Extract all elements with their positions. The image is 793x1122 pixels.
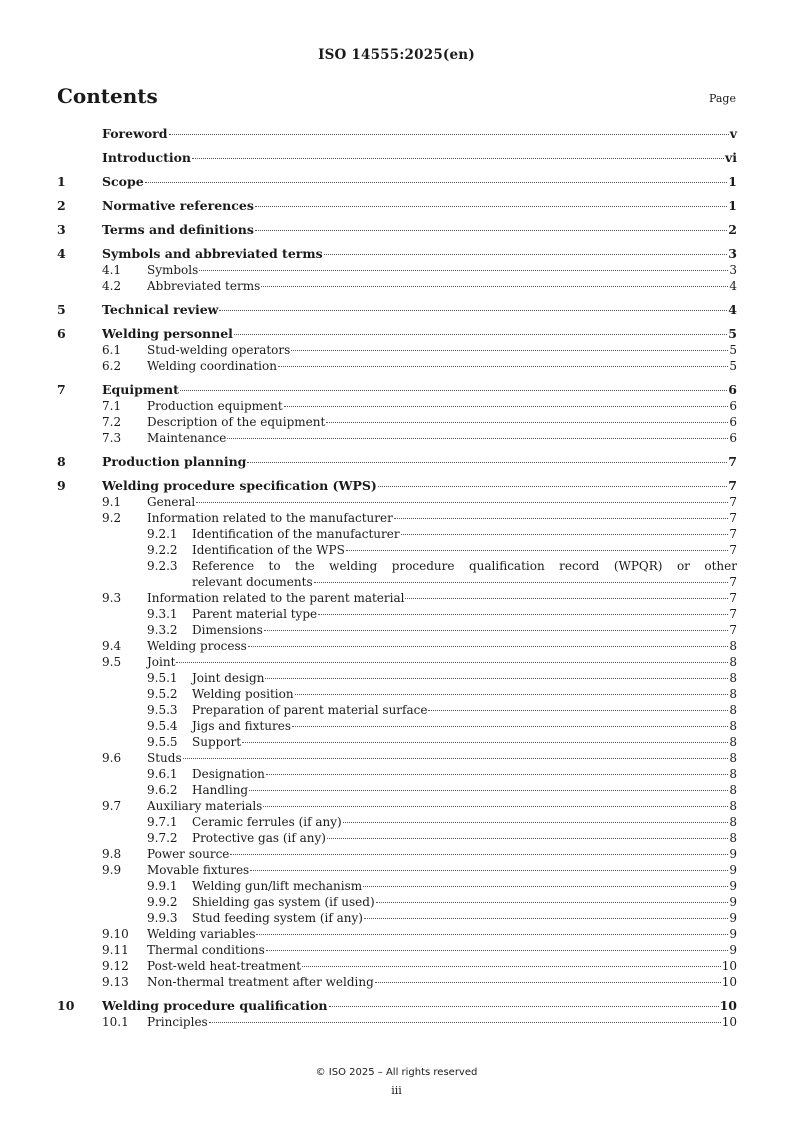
dot-leader bbox=[314, 582, 729, 583]
toc-entry-number: 9.10 bbox=[102, 927, 129, 941]
toc-entry-page: 5 bbox=[729, 343, 737, 357]
toc-entry-page: 6 bbox=[729, 415, 737, 429]
toc-clause-entry[interactable] bbox=[57, 222, 737, 238]
toc-entry-number: 9.5.3 bbox=[147, 703, 178, 717]
toc-entry-title: Production planning bbox=[102, 454, 247, 469]
toc-subclause-entry[interactable] bbox=[57, 622, 737, 638]
toc-subclause-entry[interactable] bbox=[57, 958, 737, 974]
toc-entry-title: Principles bbox=[147, 1015, 208, 1029]
toc-entry-title: Description of the equipment bbox=[147, 415, 326, 429]
toc-entry-page: 8 bbox=[729, 687, 737, 701]
toc-entry-number: 9.11 bbox=[102, 943, 129, 957]
copyright-footer: © ISO 2025 – All rights reserved bbox=[315, 1067, 478, 1078]
document-id-header: ISO 14555:2025(en) bbox=[318, 47, 475, 63]
toc-subclause-entry[interactable] bbox=[57, 654, 737, 670]
toc-entry-number: 9.6.1 bbox=[147, 767, 178, 781]
toc-clause-entry[interactable] bbox=[57, 198, 737, 214]
toc-entry-page: 7 bbox=[729, 527, 737, 541]
toc-entry-number: 7 bbox=[57, 382, 66, 397]
page-column-label: Page bbox=[708, 92, 736, 105]
toc-subclause-entry[interactable] bbox=[57, 1014, 737, 1030]
toc-entry-page: 1 bbox=[728, 174, 737, 189]
toc-entry-number: 9.2 bbox=[102, 511, 122, 525]
dot-leader bbox=[219, 310, 727, 311]
toc-entry-page: 7 bbox=[728, 454, 737, 469]
toc-subclause-entry[interactable] bbox=[57, 414, 737, 430]
dot-leader bbox=[428, 710, 728, 711]
toc-entry-title: Jigs and fixtures bbox=[192, 719, 291, 733]
dot-leader bbox=[346, 550, 729, 551]
toc-entry-number: 9.5.5 bbox=[147, 735, 178, 749]
toc-entry-title: Introduction bbox=[102, 150, 192, 165]
toc-entry-title: Equipment bbox=[102, 382, 179, 397]
toc-entry-page: 9 bbox=[729, 895, 737, 909]
toc-entry-title: Normative references bbox=[102, 198, 254, 213]
dot-leader bbox=[248, 646, 729, 647]
toc-clause-entry[interactable] bbox=[57, 150, 737, 166]
toc-entry-page: 8 bbox=[729, 703, 737, 717]
dot-leader bbox=[183, 758, 729, 759]
toc-subclause-entry[interactable] bbox=[57, 430, 737, 446]
toc-subclause-entry[interactable] bbox=[57, 542, 737, 558]
dot-leader bbox=[265, 678, 728, 679]
toc-entry-title: Abbreviated terms bbox=[147, 279, 261, 293]
toc-entry-title-continued: relevant documents bbox=[192, 575, 313, 589]
toc-entry-page: 7 bbox=[729, 543, 737, 557]
toc-entry-number: 6.2 bbox=[102, 359, 122, 373]
dot-leader bbox=[364, 918, 728, 919]
toc-entry-number: 1 bbox=[57, 174, 66, 189]
dot-leader bbox=[376, 902, 729, 903]
toc-subclause-entry[interactable] bbox=[57, 766, 737, 782]
toc-entry-page: 8 bbox=[729, 799, 737, 813]
toc-entry-number: 7.1 bbox=[102, 399, 122, 413]
toc-entry-number: 9.9.1 bbox=[147, 879, 178, 893]
toc-entry-number: 4.1 bbox=[102, 263, 122, 277]
dot-leader bbox=[169, 134, 729, 135]
toc-entry-title: Movable fixtures bbox=[147, 863, 250, 877]
toc-entry-page: 10 bbox=[721, 1015, 737, 1029]
toc-subclause-entry[interactable] bbox=[57, 798, 737, 814]
dot-leader bbox=[234, 334, 727, 335]
toc-entry[interactable] bbox=[57, 558, 737, 590]
toc-entry-number: 9.2.1 bbox=[147, 527, 178, 541]
toc-entry-page: 7 bbox=[729, 495, 737, 509]
toc-clause-entry[interactable] bbox=[57, 246, 737, 262]
toc-subclause-entry[interactable] bbox=[57, 670, 737, 686]
toc-clause-entry[interactable] bbox=[57, 998, 737, 1014]
toc-subclause-entry[interactable] bbox=[57, 718, 737, 734]
toc-entry-number: 7.2 bbox=[102, 415, 122, 429]
toc-entry-page: 10 bbox=[721, 975, 737, 989]
dot-leader bbox=[266, 774, 728, 775]
toc-entry-page: 8 bbox=[729, 767, 737, 781]
toc-entry-number: 6.1 bbox=[102, 343, 122, 357]
table-of-contents bbox=[57, 126, 737, 1030]
toc-entry-title: Handling bbox=[192, 783, 249, 797]
toc-entry-page: 8 bbox=[729, 783, 737, 797]
dot-leader bbox=[227, 438, 728, 439]
dot-leader bbox=[291, 350, 728, 351]
toc-entry-title: Protective gas (if any) bbox=[192, 831, 326, 845]
toc-entry-title: General bbox=[147, 495, 196, 509]
dot-leader bbox=[284, 406, 729, 407]
toc-subclause-entry[interactable] bbox=[57, 590, 737, 606]
toc-entry-page: 7 bbox=[729, 623, 737, 637]
dot-leader bbox=[230, 854, 728, 855]
toc-entry-page: 7 bbox=[729, 511, 737, 525]
dot-leader bbox=[255, 206, 727, 207]
toc-subclause-entry[interactable] bbox=[57, 686, 737, 702]
toc-entry-number: 9.8 bbox=[102, 847, 122, 861]
toc-entry-number: 9.5.4 bbox=[147, 719, 178, 733]
toc-entry-page: 9 bbox=[729, 847, 737, 861]
toc-entry-page: 7 bbox=[729, 607, 737, 621]
toc-entry-page: 6 bbox=[729, 431, 737, 445]
toc-entry-title: Dimensions bbox=[192, 623, 263, 637]
toc-entry-number: 9.2.3 bbox=[147, 559, 178, 573]
toc-entry-title: Scope bbox=[102, 174, 144, 189]
dot-leader bbox=[242, 742, 728, 743]
toc-entry-page: 9 bbox=[729, 927, 737, 941]
toc-entry-number: 9.5.2 bbox=[147, 687, 178, 701]
toc-subclause-entry[interactable] bbox=[57, 862, 737, 878]
toc-clause-entry[interactable] bbox=[57, 382, 737, 398]
toc-entry-page: 9 bbox=[729, 911, 737, 925]
toc-entry-title: Studs bbox=[147, 751, 182, 765]
toc-entry-page: 7 bbox=[728, 478, 737, 493]
toc-entry-page: 6 bbox=[729, 399, 737, 413]
toc-entry-number: 9.3 bbox=[102, 591, 122, 605]
dot-leader bbox=[343, 822, 729, 823]
toc-entry-number: 9.1 bbox=[102, 495, 122, 509]
toc-subclause-entry[interactable] bbox=[57, 494, 737, 510]
toc-entry-title: Symbols bbox=[147, 263, 199, 277]
toc-clause-entry[interactable] bbox=[57, 478, 737, 494]
toc-clause-entry[interactable] bbox=[57, 302, 737, 318]
toc-subclause-entry[interactable] bbox=[57, 846, 737, 862]
toc-entry-page: 9 bbox=[729, 863, 737, 877]
toc-subclause-entry[interactable] bbox=[57, 734, 737, 750]
dot-leader bbox=[264, 630, 729, 631]
toc-entry-title: Thermal conditions bbox=[147, 943, 265, 957]
toc-entry-number: 9 bbox=[57, 478, 66, 493]
toc-entry-number: 3 bbox=[57, 222, 66, 237]
toc-entry-page: 10 bbox=[721, 959, 737, 973]
toc-clause-entry[interactable] bbox=[57, 174, 737, 190]
toc-entry-number: 4.2 bbox=[102, 279, 122, 293]
dot-leader bbox=[256, 934, 728, 935]
dot-leader bbox=[363, 886, 728, 887]
toc-entry-title: Power source bbox=[147, 847, 230, 861]
dot-leader bbox=[196, 502, 728, 503]
dot-leader bbox=[326, 422, 728, 423]
dot-leader bbox=[261, 286, 728, 287]
toc-entry-title: Stud-welding operators bbox=[147, 343, 291, 357]
toc-entry-number: 9.9 bbox=[102, 863, 122, 877]
toc-entry-title: Information related to the parent material bbox=[147, 591, 405, 605]
dot-leader bbox=[199, 270, 728, 271]
toc-entry-page: 8 bbox=[729, 815, 737, 829]
toc-entry-page: 8 bbox=[729, 719, 737, 733]
toc-entry-page: 3 bbox=[729, 263, 737, 277]
dot-leader bbox=[292, 726, 728, 727]
toc-entry-number: 9.7.1 bbox=[147, 815, 178, 829]
toc-entry-number: 9.6 bbox=[102, 751, 122, 765]
toc-subclause-entry[interactable] bbox=[57, 750, 737, 766]
toc-entry-number: 10.1 bbox=[102, 1015, 129, 1029]
toc-subclause-entry[interactable] bbox=[57, 814, 737, 830]
toc-entry-title: Maintenance bbox=[147, 431, 227, 445]
toc-subclause-entry[interactable] bbox=[57, 894, 737, 910]
toc-entry-title: Identification of the manufacturer bbox=[192, 527, 400, 541]
toc-subclause-entry[interactable] bbox=[57, 638, 737, 654]
toc-entry-number: 9.5.1 bbox=[147, 671, 178, 685]
toc-entry-page: 7 bbox=[729, 591, 737, 605]
toc-clause-entry[interactable] bbox=[57, 454, 737, 470]
toc-entry-page: 1 bbox=[728, 198, 737, 213]
toc-entry-title: Post-weld heat-treatment bbox=[147, 959, 302, 973]
toc-entry-title: Information related to the manufacturer bbox=[147, 511, 393, 525]
toc-subclause-entry[interactable] bbox=[57, 782, 737, 798]
toc-entry-page: 5 bbox=[728, 326, 737, 341]
toc-subclause-entry[interactable] bbox=[57, 510, 737, 526]
toc-subclause-entry[interactable] bbox=[57, 702, 737, 718]
toc-entry-title: Ceramic ferrules (if any) bbox=[192, 815, 342, 829]
toc-subclause-entry[interactable] bbox=[57, 526, 737, 542]
toc-entry-title: Welding variables bbox=[147, 927, 256, 941]
toc-entry-number: 9.5 bbox=[102, 655, 122, 669]
dot-leader bbox=[324, 254, 728, 255]
toc-entry-title: Joint design bbox=[192, 671, 265, 685]
toc-subclause-entry[interactable] bbox=[57, 342, 737, 358]
dot-leader bbox=[176, 662, 728, 663]
toc-entry-number: 6 bbox=[57, 326, 66, 341]
toc-entry-title: Reference to the welding procedure qualification record (WPQR) or other bbox=[192, 559, 737, 573]
toc-entry-page: 8 bbox=[729, 639, 737, 653]
toc-subclause-entry[interactable] bbox=[57, 910, 737, 926]
toc-entry-page: 10 bbox=[719, 998, 737, 1013]
toc-entry-title: Stud feeding system (if any) bbox=[192, 911, 363, 925]
toc-entry-title: Identification of the WPS bbox=[192, 543, 345, 557]
toc-entry-number: 9.4 bbox=[102, 639, 122, 653]
toc-entry-number: 9.13 bbox=[102, 975, 129, 989]
toc-entry-number: 2 bbox=[57, 198, 66, 213]
toc-entry-title: Symbols and abbreviated terms bbox=[102, 246, 323, 261]
toc-entry-page: 8 bbox=[729, 831, 737, 845]
toc-entry-page: 8 bbox=[729, 671, 737, 685]
page-number: iii bbox=[391, 1084, 402, 1097]
toc-entry-number: 9.9.2 bbox=[147, 895, 178, 909]
toc-entry-number: 7.3 bbox=[102, 431, 122, 445]
dot-leader bbox=[318, 614, 728, 615]
toc-entry-title: Welding procedure qualification bbox=[102, 998, 328, 1013]
toc-entry-number: 5 bbox=[57, 302, 66, 317]
toc-entry-title: Welding process bbox=[147, 639, 247, 653]
toc-entry-title: Welding position bbox=[192, 687, 294, 701]
toc-title: Contents bbox=[57, 84, 158, 108]
toc-entry-page: 8 bbox=[729, 751, 737, 765]
toc-subclause-entry[interactable] bbox=[57, 398, 737, 414]
dot-leader bbox=[263, 806, 728, 807]
toc-entry-title: Foreword bbox=[102, 126, 168, 141]
toc-entry-title: Welding personnel bbox=[102, 326, 233, 341]
dot-leader bbox=[145, 182, 728, 183]
toc-entry-number: 9.9.3 bbox=[147, 911, 178, 925]
toc-entry-page: 4 bbox=[728, 302, 737, 317]
toc-entry-page: 2 bbox=[728, 222, 737, 237]
toc-entry-title: Preparation of parent material surface bbox=[192, 703, 428, 717]
toc-entry-title: Production equipment bbox=[147, 399, 283, 413]
toc-entry-page: vi bbox=[724, 150, 737, 165]
toc-subclause-entry[interactable] bbox=[57, 606, 737, 622]
dot-leader bbox=[278, 366, 728, 367]
toc-entry-number: 9.3.1 bbox=[147, 607, 178, 621]
dot-leader bbox=[209, 1022, 721, 1023]
dot-leader bbox=[394, 518, 729, 519]
dot-leader bbox=[250, 870, 728, 871]
toc-entry-page: 5 bbox=[729, 359, 737, 373]
toc-entry-title: Welding coordination bbox=[147, 359, 277, 373]
dot-leader bbox=[249, 790, 728, 791]
dot-leader bbox=[295, 694, 729, 695]
dot-leader bbox=[405, 598, 728, 599]
toc-subclause-entry[interactable] bbox=[57, 358, 737, 374]
toc-subclause-entry[interactable] bbox=[57, 262, 737, 278]
toc-entry-number: 10 bbox=[57, 998, 75, 1013]
dot-leader bbox=[180, 390, 727, 391]
toc-subclause-entry[interactable] bbox=[57, 878, 737, 894]
toc-entry-number: 9.6.2 bbox=[147, 783, 178, 797]
toc-entry-number: 9.12 bbox=[102, 959, 129, 973]
toc-subclause-entry[interactable] bbox=[57, 278, 737, 294]
toc-entry-number: 9.7 bbox=[102, 799, 122, 813]
toc-entry-title: Terms and definitions bbox=[102, 222, 254, 237]
toc-entry-title: Welding gun/lift mechanism bbox=[192, 879, 363, 893]
toc-entry-number: 9.3.2 bbox=[147, 623, 178, 637]
toc-entry-number: 9.2.2 bbox=[147, 543, 178, 557]
toc-entry-page: 8 bbox=[729, 655, 737, 669]
toc-entry-title: Welding procedure specification (WPS) bbox=[102, 478, 377, 493]
toc-entry-title: Auxiliary materials bbox=[147, 799, 263, 813]
dot-leader bbox=[329, 1006, 719, 1007]
toc-entry-title: Joint bbox=[147, 655, 176, 669]
dot-leader bbox=[327, 838, 728, 839]
toc-clause-entry[interactable] bbox=[57, 126, 737, 142]
toc-entry-page: 7 bbox=[729, 575, 737, 589]
dot-leader bbox=[302, 966, 721, 967]
toc-entry-title: Non-thermal treatment after welding bbox=[147, 975, 374, 989]
toc-subclause-entry[interactable] bbox=[57, 974, 737, 990]
toc-clause-entry[interactable] bbox=[57, 326, 737, 342]
toc-entry-title: Parent material type bbox=[192, 607, 318, 621]
toc-entry-page: 6 bbox=[728, 382, 737, 397]
toc-entry-title: Designation bbox=[192, 767, 265, 781]
toc-subclause-entry[interactable] bbox=[57, 926, 737, 942]
toc-entry-page: 8 bbox=[729, 735, 737, 749]
dot-leader bbox=[255, 230, 727, 231]
dot-leader bbox=[378, 486, 727, 487]
toc-entry-page: 4 bbox=[729, 279, 737, 293]
toc-entry-page: 9 bbox=[729, 943, 737, 957]
toc-entry-title: Shielding gas system (if used) bbox=[192, 895, 375, 909]
dot-leader bbox=[247, 462, 727, 463]
toc-entry-number: 8 bbox=[57, 454, 66, 469]
toc-entry-title: Technical review bbox=[102, 302, 219, 317]
toc-entry-page: 3 bbox=[728, 246, 737, 261]
dot-leader bbox=[375, 982, 721, 983]
toc-entry-number: 4 bbox=[57, 246, 66, 261]
toc-entry-title: Support bbox=[192, 735, 242, 749]
toc-entry-page: v bbox=[729, 126, 737, 141]
dot-leader bbox=[192, 158, 724, 159]
toc-entry-number: 9.7.2 bbox=[147, 831, 178, 845]
toc-subclause-entry[interactable] bbox=[57, 942, 737, 958]
toc-subclause-entry[interactable] bbox=[57, 830, 737, 846]
dot-leader bbox=[266, 950, 729, 951]
toc-entry-page: 9 bbox=[729, 879, 737, 893]
dot-leader bbox=[401, 534, 729, 535]
